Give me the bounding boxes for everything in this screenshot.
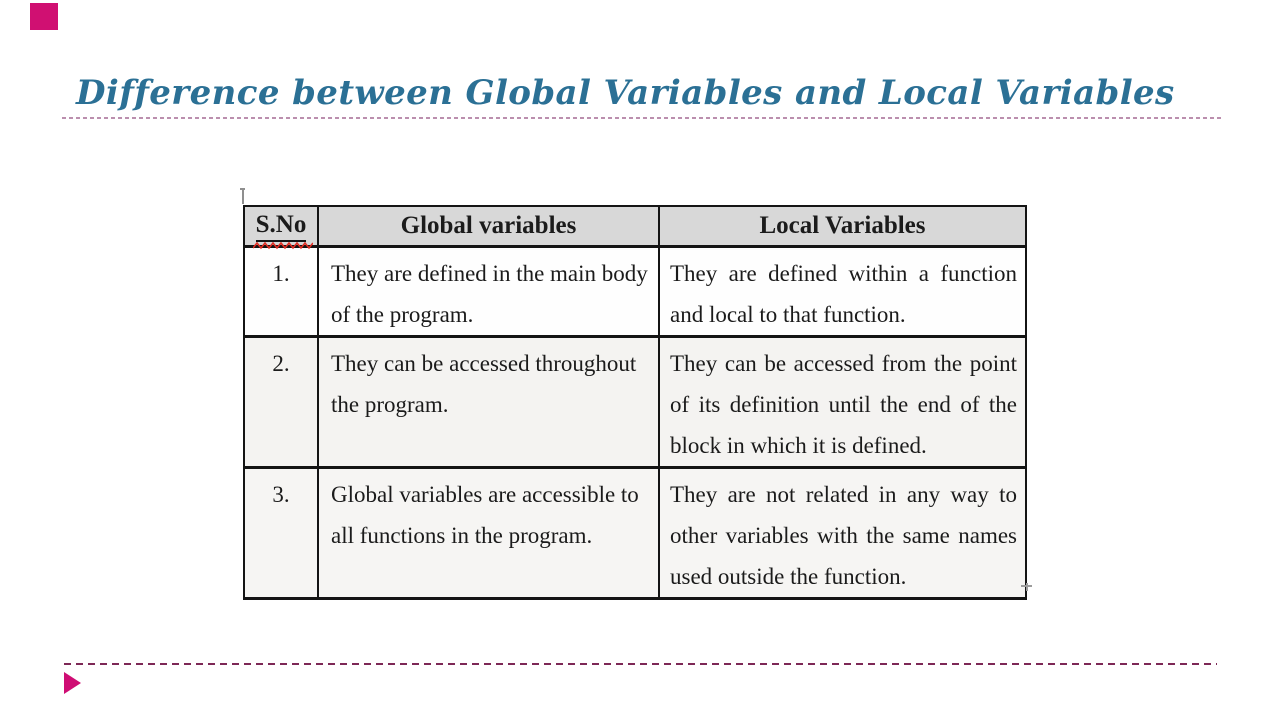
table-row bbox=[244, 247, 1026, 337]
row-number-cell: 2. bbox=[244, 337, 318, 468]
global-variables-cell: They are defined in the main body of the program. bbox=[318, 247, 659, 337]
comparison-table bbox=[243, 205, 1027, 600]
spellcheck-squiggle-icon bbox=[253, 242, 313, 250]
table-corner-artifact bbox=[1026, 583, 1028, 591]
header-cell-global: Global variables bbox=[318, 206, 659, 247]
local-variables-cell: They are not related in any way to other variables with the same names used outside the function. bbox=[659, 468, 1026, 599]
local-variables-cell: They can be accessed from the point of its definition until the end of the block in which it is defined. bbox=[659, 337, 1026, 468]
footer-divider-dashed-line bbox=[64, 663, 1217, 665]
text-cursor-artifact bbox=[242, 188, 244, 204]
arrow-bullet-icon bbox=[64, 672, 81, 694]
table-header-row bbox=[244, 206, 1026, 247]
local-variables-cell: They are defined within a function and local to that function. bbox=[659, 247, 1026, 337]
row-number-cell: 1. bbox=[244, 247, 318, 337]
global-variables-cell: Global variables are accessible to all functions in the program. bbox=[318, 468, 659, 599]
title-divider-dotted-line bbox=[62, 117, 1222, 119]
table-row bbox=[244, 468, 1026, 599]
row-number-cell: 3. bbox=[244, 468, 318, 599]
accent-square-icon bbox=[30, 3, 58, 30]
global-variables-cell: They can be accessed throughout the program. bbox=[318, 337, 659, 468]
slide-title: Difference between Global Variables and Local Variables bbox=[76, 73, 1175, 113]
table-row bbox=[244, 337, 1026, 468]
sno-header-label: S.No bbox=[256, 211, 307, 242]
header-cell-sno bbox=[244, 206, 318, 247]
header-cell-local: Local Variables bbox=[659, 206, 1026, 247]
